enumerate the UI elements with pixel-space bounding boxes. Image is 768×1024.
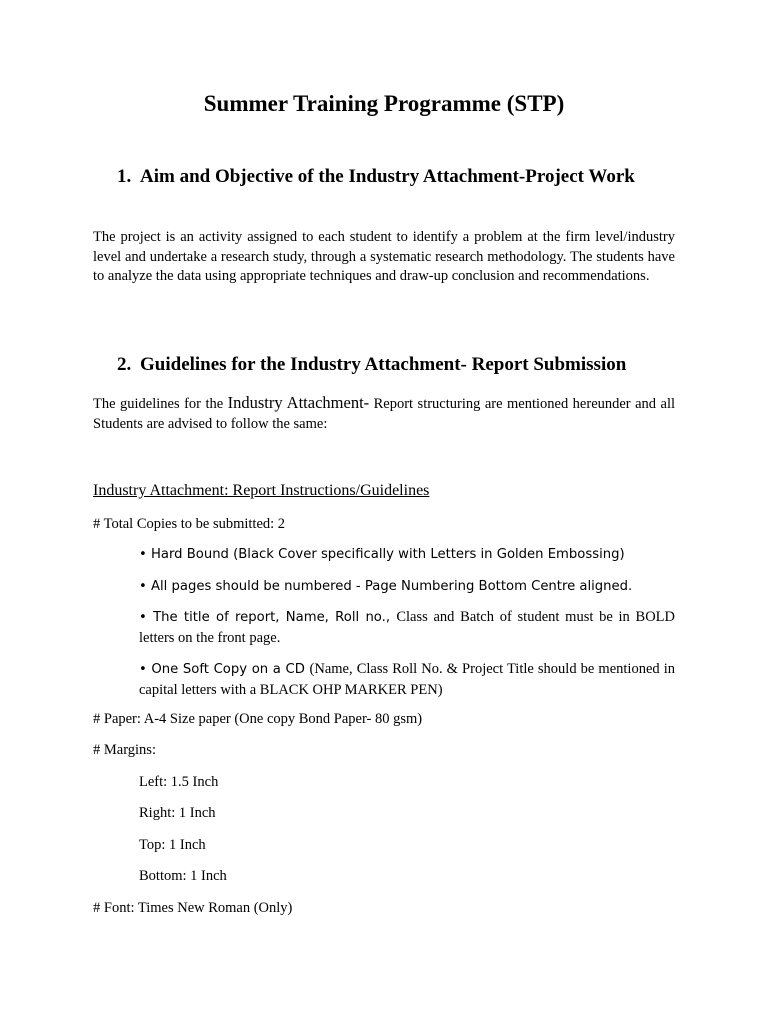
- margin-left: Left: 1.5 Inch: [139, 774, 219, 790]
- instructions-subheading: Industry Attachment: Report Instructions/Guidelines: [93, 482, 430, 499]
- bullet-title-page-serif: Class and Batch of student must be in BOLD letters on the front page.: [139, 609, 676, 646]
- bullet-title-page-sans: • The title of report, Name, Roll no.,: [139, 610, 397, 625]
- section-1-body: The project is an activity assigned to each student to identify a problem at the firm level/industry level and undertake a research study, through a systematic research methodology. The students have to analyze the data using appropriate techniques and draw-up conclusion and recommendations.: [93, 229, 675, 284]
- bullet-hard-bound-text: • Hard Bound (Black Cover specifically with Letters in Golden Embossing): [139, 547, 625, 562]
- section-1-number: 1.: [117, 166, 132, 187]
- bullet-hard-bound: [139, 544, 675, 565]
- font-line: # Font: Times New Roman (Only): [93, 900, 293, 916]
- section-2-heading-text: Guidelines for the Industry Attachment- Report Submission: [140, 354, 627, 375]
- section-2-intro-start: The guidelines for the: [93, 396, 228, 412]
- margins-label: # Margins:: [93, 742, 156, 758]
- bullet-soft-copy-sans: • One Soft Copy on a CD: [139, 662, 310, 677]
- section-1-heading: [117, 164, 677, 190]
- bullet-soft-copy-serif: (Name, Class Roll No. & Project Title should be mentioned in capital letters with a BLACK OHP MARKER PEN): [139, 661, 675, 698]
- section-2-intro-emphasis: Industry Attachment-: [227, 393, 370, 412]
- section-2-heading: [117, 352, 677, 378]
- section-1-heading-text: Aim and Objective of the Industry Attachment-Project Work: [140, 166, 635, 187]
- margin-bottom: Bottom: 1 Inch: [139, 868, 227, 884]
- paper-line: # Paper: A-4 Size paper (One copy Bond Paper- 80 gsm): [93, 711, 423, 727]
- bullet-title-page: [139, 607, 675, 648]
- margin-right: Right: 1 Inch: [139, 805, 216, 821]
- total-copies-line: # Total Copies to be submitted: 2: [93, 516, 286, 532]
- section-2-intro-end: Report structuring are mentioned hereunder and all Students are advised to follow the same:: [93, 396, 675, 432]
- margin-top: Top: 1 Inch: [139, 837, 206, 853]
- section-2-number: 2.: [117, 354, 132, 375]
- bullet-soft-copy: [139, 659, 675, 700]
- page-title: Summer Training Programme (STP): [203, 91, 565, 116]
- section-2-intro: [93, 393, 675, 434]
- bullet-page-numbering: [139, 576, 675, 597]
- bullet-page-numbering-text: • All pages should be numbered - Page Numbering Bottom Centre aligned.: [139, 579, 633, 594]
